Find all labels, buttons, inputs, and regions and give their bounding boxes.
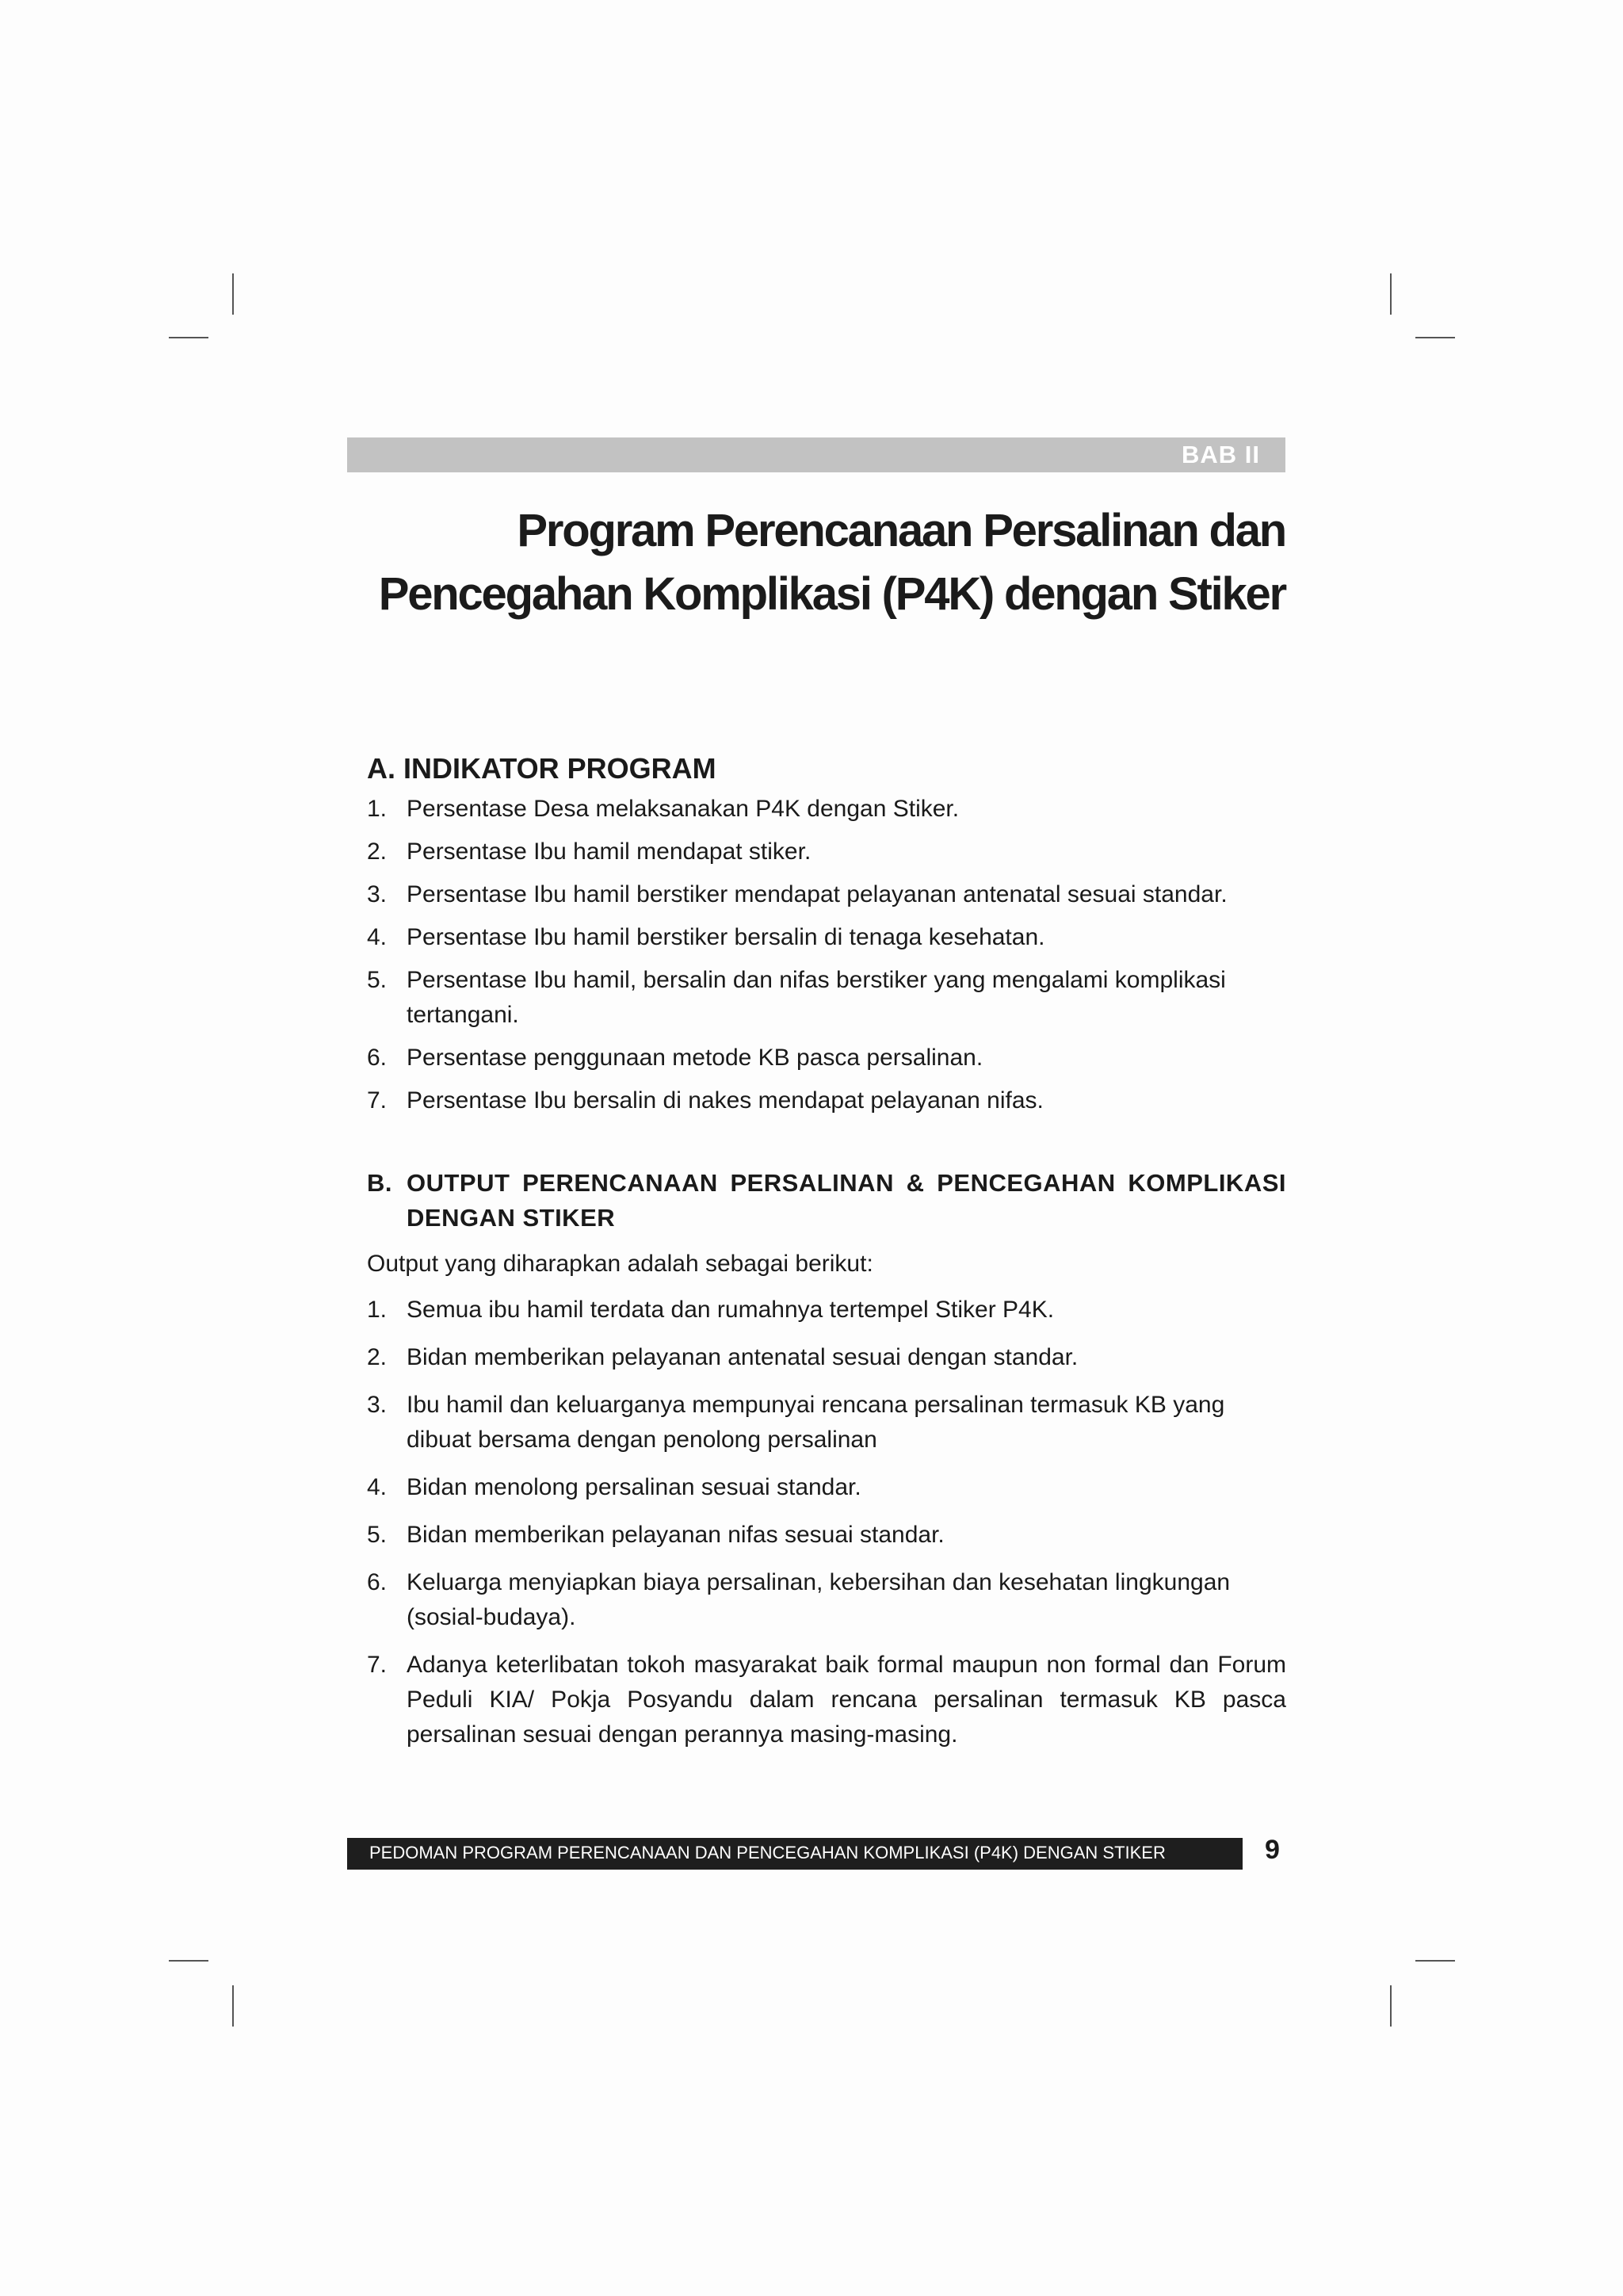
list-item (367, 1293, 1286, 1328)
section-b-list (367, 1293, 1286, 1752)
list-item (367, 1648, 1286, 1752)
crop-mark-bottom-left-vertical (232, 1985, 234, 2027)
list-item (367, 792, 1286, 827)
crop-mark-top-left-horizontal (169, 337, 208, 338)
list-item-number: 4. (367, 924, 388, 950)
list-item (367, 1083, 1286, 1118)
list-item (367, 1518, 1286, 1553)
crop-mark-top-right-horizontal (1415, 337, 1455, 338)
list-item-number: 5. (367, 1522, 388, 1548)
list-item-number: 4. (367, 1474, 388, 1500)
list-item-text: Bidan menolong persalinan sesuai standar. (407, 1474, 861, 1500)
section-b-title: OUTPUT PERENCANAAN PERSALINAN & PENCEGAHAN KOMPLIKASI DENGAN STIKER (407, 1169, 1286, 1232)
list-item-number: 5. (367, 967, 388, 993)
title-line-2: Pencegahan Komplikasi (P4K) dengan Stiker (378, 568, 1285, 620)
list-item (367, 1565, 1286, 1635)
list-item-number: 3. (367, 881, 388, 907)
list-item-text: Keluarga menyiapkan biaya persalinan, kebersihan dan kesehatan lingkungan (sosial-budaya). (407, 1569, 1231, 1630)
footer-bar (347, 1838, 1243, 1870)
list-item-number: 2. (367, 839, 388, 865)
list-item (367, 1388, 1286, 1457)
list-item (367, 877, 1286, 912)
list-item-text: Bidan memberikan pelayanan antenatal sesuai dengan standar. (407, 1344, 1079, 1370)
page-content (367, 749, 1286, 1765)
list-item (367, 1340, 1286, 1375)
list-item (367, 1041, 1286, 1075)
list-item-number: 1. (367, 1297, 388, 1323)
title-line-1: Program Perencanaan Persalinan dan (517, 505, 1285, 556)
footer-text: PEDOMAN PROGRAM PERENCANAAN DAN PENCEGAHAN KOMPLIKASI (P4K) DENGAN STIKER (369, 1843, 1166, 1862)
list-item-number: 6. (367, 1045, 388, 1071)
section-b-intro: Output yang diharapkan adalah sebagai berikut: (367, 1251, 873, 1277)
crop-mark-top-right-vertical (1390, 273, 1392, 315)
list-item-number: 3. (367, 1392, 388, 1418)
list-item-number: 7. (367, 1652, 388, 1678)
section-a-heading: A. INDIKATOR PROGRAM (367, 752, 716, 785)
list-item-text: Bidan memberikan pelayanan nifas sesuai standar. (407, 1522, 945, 1548)
crop-mark-bottom-right-horizontal (1415, 1960, 1455, 1962)
list-item-number: 6. (367, 1569, 388, 1595)
list-item-text: Persentase Ibu hamil berstiker mendapat pelayanan antenatal sesuai standar. (407, 881, 1228, 907)
list-item-number: 1. (367, 796, 388, 822)
list-item (367, 1470, 1286, 1505)
list-item-text: Persentase Ibu hamil berstiker bersalin di tenaga kesehatan. (407, 924, 1045, 950)
list-item-text: Persentase Ibu hamil, bersalin dan nifas berstiker yang mengalami komplikasi tertangani. (407, 967, 1226, 1028)
list-item-number: 7. (367, 1087, 388, 1114)
list-item-text: Adanya keterlibatan tokoh masyarakat baik formal maupun non formal dan Forum Peduli KIA/ Pokja Posyandu dalam rencana persalinan termasuk KB pasca persalinan sesuai dengan perannya masing-masing. (407, 1652, 1286, 1748)
section-b-heading (367, 1166, 1286, 1236)
list-item-text: Persentase penggunaan metode KB pasca persalinan. (407, 1045, 983, 1071)
chapter-label: BAB II (1182, 441, 1260, 468)
section-b-number: B. (367, 1169, 392, 1197)
crop-mark-bottom-left-horizontal (169, 1960, 208, 1962)
crop-mark-bottom-right-vertical (1390, 1985, 1392, 2027)
chapter-bar (347, 437, 1285, 472)
crop-mark-top-left-vertical (232, 273, 234, 315)
page-number: 9 (1265, 1835, 1280, 1865)
list-item-text: Persentase Ibu hamil mendapat stiker. (407, 839, 812, 865)
list-item (367, 920, 1286, 955)
list-item-text: Ibu hamil dan keluarganya mempunyai rencana persalinan termasuk KB yang dibuat bersama dengan penolong persalinan (407, 1392, 1225, 1453)
list-item-text: Persentase Ibu bersalin di nakes mendapat pelayanan nifas. (407, 1087, 1044, 1114)
page-title (255, 499, 1285, 626)
list-item (367, 963, 1286, 1033)
list-item-number: 2. (367, 1344, 388, 1370)
list-item-text: Semua ibu hamil terdata dan rumahnya tertempel Stiker P4K. (407, 1297, 1055, 1323)
section-a-list (367, 792, 1286, 1118)
list-item (367, 835, 1286, 869)
list-item-text: Persentase Desa melaksanakan P4K dengan Stiker. (407, 796, 960, 822)
